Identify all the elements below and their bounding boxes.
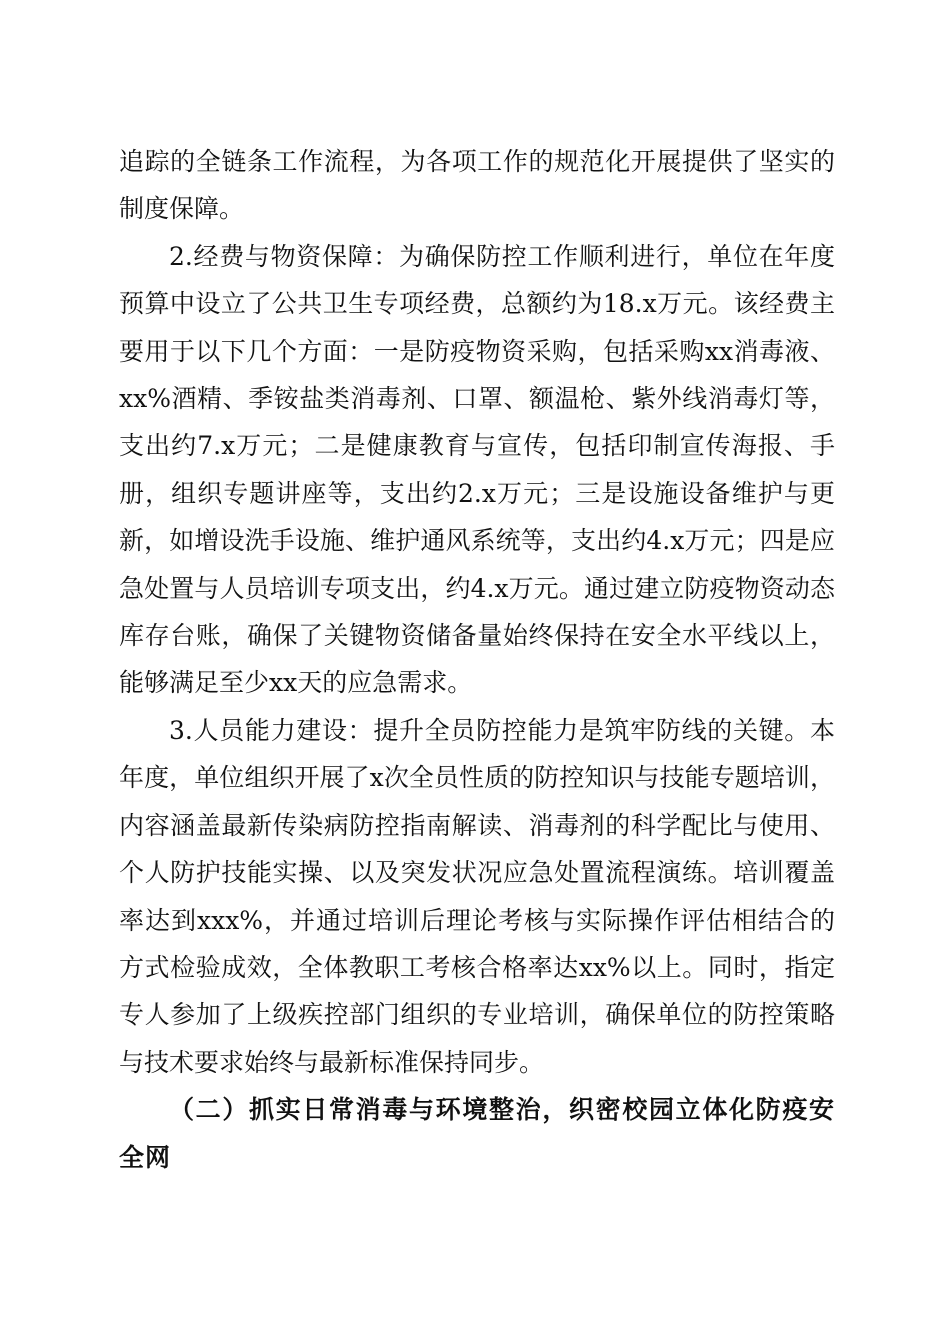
paragraph-staff-capacity: 3.人员能力建设：提升全员防控能力是筑牢防线的关键。本年度，单位组织开展了x次全员性质的防控知识与技能专题培训，内容涵盖最新传染病防控指南解读、消毒剂的科学配比与使用、个人防护技能实操、以及突发状况应急处置流程演练。培训覆盖率达到xxx%，并通过培训后理论考核与实际操作评估相结合的方式检验成效，全体教职工考核合格率达xx%以上。同时，指定专人参加了上级疾控部门组织的专业培训，确保单位的防控策略与技术要求始终与最新标准保持同步。 (119, 715, 835, 1077)
document-body (119, 138, 835, 1181)
paragraph-continuation: 追踪的全链条工作流程，为各项工作的规范化开展提供了坚实的制度保障。 (119, 147, 835, 224)
paragraph-funding-and-supplies: 2.经费与物资保障：为确保防控工作顺利进行，单位在年度预算中设立了公共卫生专项经费，总额约为18.x万元。该经费主要用于以下几个方面：一是防疫物资采购，包括采购xx消毒液、xx%酒精、季铵盐类消毒剂、口罩、额温枪、紫外线消毒灯等，支出约7.x万元；二是健康教育与宣传，包括印制宣传海报、手册，组织专题讲座等，支出约2.x万元；三是设施设备维护与更新，如增设洗手设施、维护通风系统等，支出约4.x万元；四是应急处置与人员培训专项支出，约4.x万元。通过建立防疫物资动态库存台账，确保了关键物资储备量始终保持在安全水平线以上，能够满足至少xx天的应急需求。 (119, 241, 835, 698)
section-heading: （二）抓实日常消毒与环境整治，织密校园立体化防疫安全网 (119, 1095, 835, 1172)
